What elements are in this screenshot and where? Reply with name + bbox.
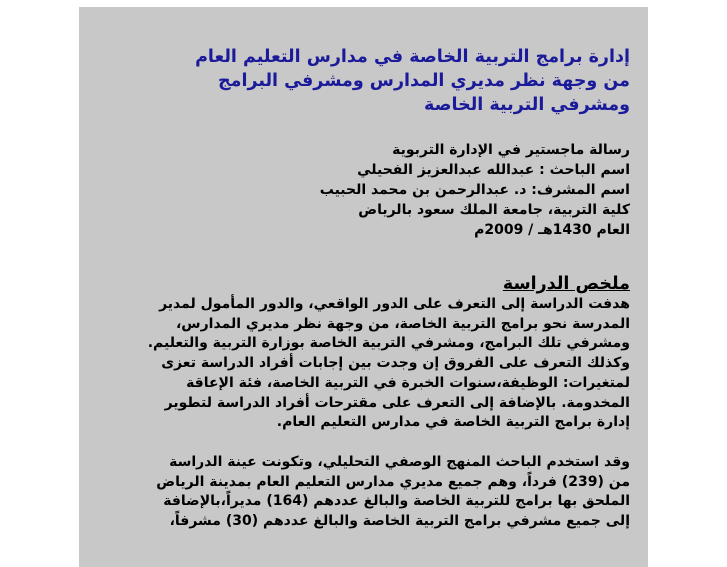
- paragraph-line: هدفت الدراسة إلى التعرف على الدور الواقعي، والدور المأمول لمدير: [159, 296, 630, 312]
- paragraph-line: وكذلك التعرف على الفروق إن وجدت بين إجابات أفراد الدراسة تعزى: [161, 355, 630, 372]
- paragraph-line: المخدومة. بالإضافة إلى التعرف على مقترحات أفراد الدراسة لتطوير: [164, 394, 630, 411]
- supervisor-line: اسم المشرف: د. عبدالرحمن بن محمد الحبيب: [319, 182, 630, 198]
- thesis-metadata: [97, 140, 630, 240]
- title-line: ومشرفي التربية الخاصة: [424, 95, 630, 115]
- abstract-heading: ملخص الدراسة: [502, 274, 630, 294]
- abstract-paragraph-2: [97, 453, 630, 532]
- document-title: [97, 45, 630, 117]
- paragraph-line: ومشرفي تلك البرامج، ومشرفي التربية الخاصة بوزارة التربية والتعليم.: [147, 335, 630, 352]
- paragraph-line: إدارة برامج التربية الخاصة في مدارس التعليم العام.: [276, 414, 630, 431]
- degree-line: رسالة ماجستير في الإدارة التربوية: [392, 142, 630, 158]
- paragraph-line: لمتغيرات: الوظيفة،سنوات الخبرة في التربية الخاصة، فئة الإعاقة: [186, 374, 630, 391]
- title-line: إدارة برامج التربية الخاصة في مدارس التعليم العام: [195, 47, 630, 67]
- document-page: [79, 7, 648, 567]
- title-line: من وجهة نظر مديري المدارس ومشرفي البرامج: [218, 71, 630, 91]
- year-line: العام 1430هـ / 2009م: [474, 222, 630, 238]
- abstract-paragraph-1: [97, 295, 630, 433]
- college-line: كلية التربية، جامعة الملك سعود بالرياض: [358, 202, 630, 218]
- paragraph-line: إلى جميع مشرفي برامج التربية الخاصة والبالغ عددهم (30) مشرفاً،: [169, 513, 630, 530]
- paragraph-line: المدرسة نحو برامج التربية الخاصة، من وجهة نظر مديري المدارس،: [175, 315, 630, 332]
- paragraph-line: الملحق بها برامج للتربية الخاصة والبالغ عددهم (164) مديراً،بالإضافة: [163, 493, 630, 510]
- researcher-line: اسم الباحث : عبدالله عبدالعزيز الفحيلي: [357, 162, 630, 178]
- paragraph-line: وقد استخدم الباحث المنهج الوصفي التحليلي، وتكونت عينة الدراسة: [169, 453, 630, 470]
- paragraph-line: من (239) فرداً، وهم جميع مديري مدارس التعليم العام بمدينة الرياض: [156, 473, 630, 490]
